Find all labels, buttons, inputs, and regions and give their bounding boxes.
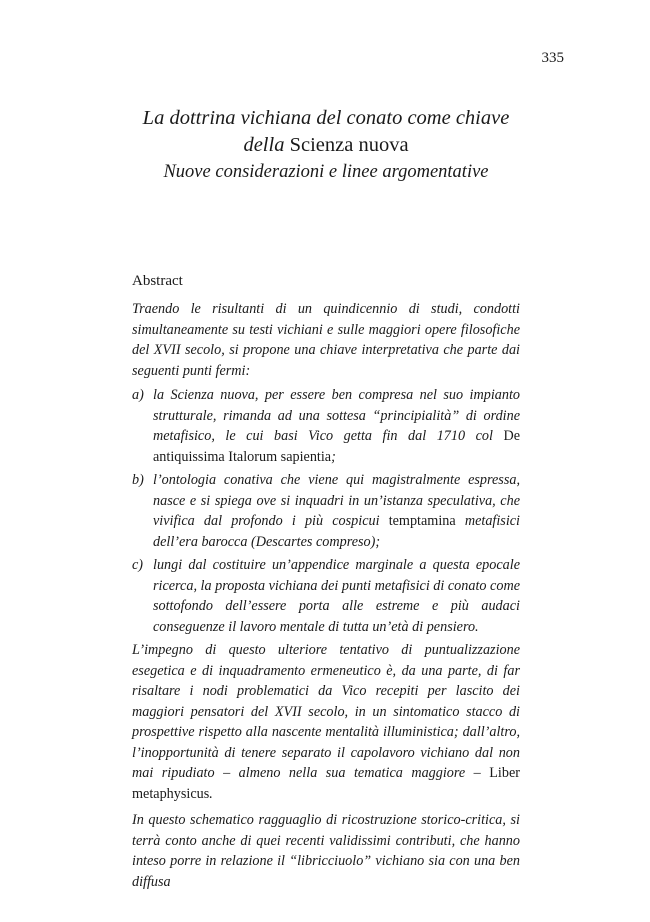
list-item-text-part: l’ontologia conativa che viene qui magistralmente espressa, nasce e si spiega ove si inquadri in un’istanza speculativa, che vivifica dal profondo i più cospicui [153, 472, 520, 529]
list-item-c [132, 555, 520, 637]
list-marker: c) [132, 557, 144, 573]
list-marker: b) [132, 472, 144, 488]
abstract-paragraph-3: In questo schematico ragguaglio di ricostruzione storico-critica, si terrà conto anche di quei recenti validissimi contributi, che hanno inteso porre in relazione il “libricciuolo” vichiano sia con una ben diffusa [132, 812, 520, 890]
list-item-text-part: la Scienza nuova, per essere ben compresa nel suo impianto strutturale, rimanda ad una sottesa “principialità” di ordine metafisico, le cui basi Vico getta fin dal 1710 col [153, 387, 520, 444]
list-item-b [132, 470, 520, 552]
paragraph-2-text: L’impegno di questo ulteriore tentativo di puntualizzazione esegetica e di inquadramento ermeneutico è, da una parte, di far risaltare i nodi problematici da Vico recepiti per lascito dei maggiori pensatori del XVII secolo, in un sintomatico stacco di prospettive rispetto alla nascente mentalità illuministica; dall’altro, l’inopportunità di tenere separato il capolavoro vichiano dal non mai ripudiato – almeno nella sua tematica maggiore – [132, 642, 520, 781]
list-item-text-end: ; [331, 448, 336, 465]
title-block [130, 105, 522, 185]
latin-term: temptamina [388, 513, 456, 529]
title-work-name: Scienza nuova [289, 134, 409, 156]
list-item-a [132, 385, 520, 467]
list-item-text-end: metafisici dell’era barocca (Descartes compreso); [153, 513, 520, 550]
title-line-2 [130, 132, 522, 159]
subtitle: Nuove considerazioni e linee argomentative [163, 162, 489, 182]
page-number: 335 [541, 50, 564, 66]
title-line-1: La dottrina vichiana del conato come chiave [142, 107, 510, 129]
list-item-text [153, 470, 520, 552]
abstract-heading: Abstract [132, 273, 183, 289]
list-marker: a) [132, 387, 144, 403]
list-item-text: lungi dal costituire un’appendice marginale a questa epocale ricerca, la proposta vichiana dei punti metafisici di conato come sottofondo dell’essere porta alle estreme e più audaci conseguenze il lavoro mentale di tutta un’età di pensiero. [153, 557, 520, 635]
work-title: Liber metaphysicus [132, 765, 520, 802]
abstract-paragraph-2 [132, 640, 520, 804]
list-item-text [153, 385, 520, 467]
abstract-body [132, 270, 520, 896]
title-line-2-italic: della [243, 134, 290, 156]
paragraph-2-end: . [209, 785, 213, 802]
work-title: De antiquissima Italorum sapientia [153, 428, 520, 465]
abstract-intro-paragraph: Traendo le risultanti di un quindicennio di studi, condotti simultaneamente su testi vichiani e sulle maggiori opere filosofiche del XVII secolo, si propone una chiave interpretativa che parte dai seguenti punti fermi: [132, 301, 520, 379]
